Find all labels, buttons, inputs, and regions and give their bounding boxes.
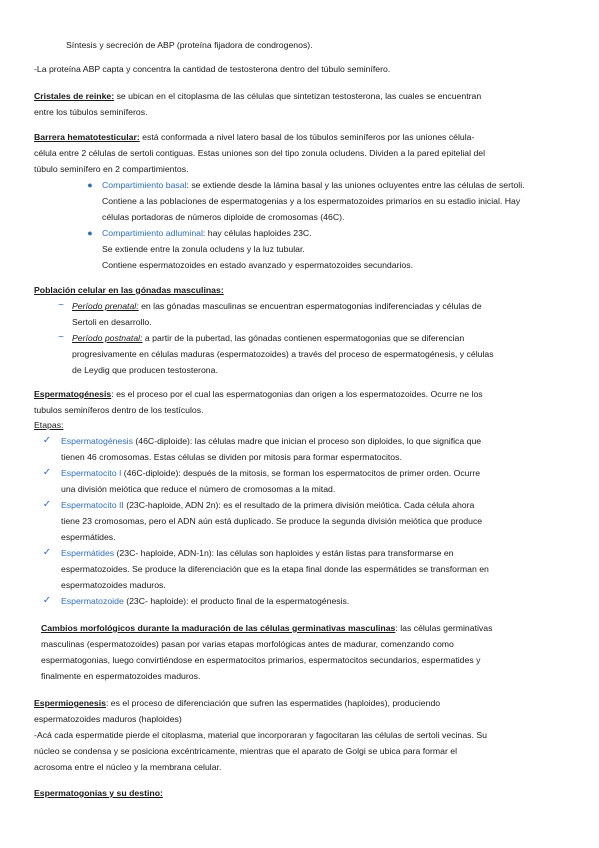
basal-term: Compartimiento basal xyxy=(102,180,187,190)
etapa-line: tiene 23 cromosomas, pero el ADN aún está duplicado. Se produce la segunda división meiótica que produce xyxy=(61,516,483,526)
postnatal-item: Período postnatal: a partir de la pubertad, las gónadas contienen espermatogonias que se diferencian xyxy=(72,333,465,343)
bullet-dot-icon: ● xyxy=(87,228,93,238)
checkmark-icon: ✓ xyxy=(42,467,52,478)
etapa-term: Espermatogénesis xyxy=(61,436,133,446)
prenatal-term: Período prenatal: xyxy=(72,301,139,311)
barrera-line-2: célula entre 2 células de sertoli contiguas. Estas uniones son del tipo zonula ocludens. Dividen a la pared epitelial del xyxy=(34,148,486,158)
cambios-term: Cambios morfológicos durante la maduración de las células germinativas masculinas xyxy=(41,623,396,633)
cristales-line-2: entre los túbulos seminíferos. xyxy=(34,107,148,117)
etapa-line: tienen 46 cromosomas. Estas células se dividen por mitosis para formar espermatocitos. xyxy=(61,452,402,462)
cambios-line-2: masculinas (espermatozoides) pasan por varias etapas morfológicas antes de madurar, comenzando como xyxy=(41,639,454,649)
etapa-term: Espermátides xyxy=(61,548,115,558)
checkmark-icon: ✓ xyxy=(42,547,52,558)
etapa-term: Espermatozoide xyxy=(61,596,124,606)
cambios-line-3: espermatogonias, luego convirtiéndose en espermatocitos primarios, espermatocitos secundarios, espermatides y xyxy=(41,655,481,665)
espermiogenesis-term: Espermiogenesis xyxy=(34,698,106,708)
cambios-line-4: finalmente en espermatozoides maduros. xyxy=(41,671,201,681)
intro-line-1: Síntesis y secreción de ABP (proteína fijadora de condrogenos). xyxy=(66,40,313,50)
espermiogenesis-line-4: núcleo se condensa y se posiciona excéntricamente, mientras que el aparato de Golgi se ubica para formar el xyxy=(34,746,458,756)
checkmark-icon: ✓ xyxy=(42,499,52,510)
tilde-bullet-icon: ~ xyxy=(58,300,64,311)
cristales-term: Cristales de reinke: xyxy=(34,91,115,101)
prenatal-line-2: Sertoli en desarrollo. xyxy=(72,317,152,327)
adluminal-line-2: Se extiende entre la zonula ocludens y la luz tubular. xyxy=(102,244,305,254)
espermiogenesis-line-5: acrosoma entre el núcleo y la membrana celular. xyxy=(34,762,222,772)
barrera-line-3: túbulo seminífero en 2 compartimientos. xyxy=(34,164,189,174)
espermatogenesis-term: Espermatogénesis xyxy=(34,389,112,399)
basal-line-3: células portadoras de números diploide de cromosomas (46C). xyxy=(102,212,345,222)
etapa-line: espermatozoides maduros. xyxy=(61,580,166,590)
etapa-item: Espermátides (23C- haploide, ADN-1n): las células son haploides y están listas para transformarse en xyxy=(61,548,454,558)
cristales-paragraph: Cristales de reinke: se ubican en el citoplasma de las células que sintetizan testosterona, las cuales se encuentran xyxy=(34,91,482,101)
espermiogenesis-paragraph: Espermiogenesis: es el proceso de diferenciación que sufren las espermatides (haploides), produciendo xyxy=(34,698,441,708)
checkmark-icon: ✓ xyxy=(42,595,52,606)
bullet-dot-icon: ● xyxy=(87,180,93,190)
destino-title: Espermatogonias y su destino: xyxy=(34,788,163,798)
etapa-item: Espermatogénesis (46C-diploide): las células madre que inician el proceso son diploides, lo que significa que xyxy=(61,436,482,446)
postnatal-line-2: progresivamente en células maduras (espermatozoides) a través del proceso de espermatogénesis, y células xyxy=(72,349,494,359)
etapa-line: una división meiótica que reduce el número de cromosomas a la mitad. xyxy=(61,484,336,494)
etapa-line: espermátides. xyxy=(61,532,116,542)
espermiogenesis-line-3: -Acá cada espermatide pierde el citoplasma, material que incorporaran y fagocitaran las células de sertoli vecinas. Su xyxy=(34,730,487,740)
cambios-paragraph: Cambios morfológicos durante la maduración de las células germinativas masculinas: las células germinativas xyxy=(41,623,493,633)
basal-line-2: Contiene a las poblaciones de espermatogenias y a los espermatozoides primarios en su estadio inicial. Hay xyxy=(102,196,521,206)
espermatogenesis-line-2: tubulos seminíferos dentro de los testículos. xyxy=(34,405,204,415)
etapas-label: Etapas: xyxy=(34,420,64,430)
espermiogenesis-line-2: espermatozoides maduros (haploides) xyxy=(34,714,182,724)
tilde-bullet-icon: ~ xyxy=(58,332,64,343)
etapa-item: Espermatozoide (23C- haploide): el producto final de la espermatogénesis. xyxy=(61,596,350,606)
intro-line-2: -La proteína ABP capta y concentra la cantidad de testosterona dentro del túbulo seminífero. xyxy=(34,64,391,74)
basal-item: Compartimiento basal: se extiende desde la lámina basal y las uniones ocluyentes entre las células de sertoli. xyxy=(102,180,525,190)
poblacion-title: Población celular en las gónadas masculinas: xyxy=(34,285,224,295)
adluminal-item: Compartimiento adluminal: hay células haploides 23C. xyxy=(102,228,312,238)
postnatal-term: Período postnatal: xyxy=(72,333,143,343)
barrera-term: Barrera hematotesticular: xyxy=(34,132,140,142)
prenatal-item: Período prenatal: en las gónadas masculinas se encuentran espermatogonias indiferenciadas y células de xyxy=(72,301,482,311)
espermatogenesis-paragraph: Espermatogénesis: es el proceso por el cual las espermatogonias dan origen a los espermatozoides. Ocurre ne los xyxy=(34,389,483,399)
etapa-term: Espermatocito I xyxy=(61,468,122,478)
postnatal-line-3: de Leydig que producen testosterona. xyxy=(72,365,218,375)
barrera-paragraph: Barrera hematotesticular: está conformada a nivel latero basal de los túbulos seminíferos por las uniones célula- xyxy=(34,132,475,142)
adluminal-line-3: Contiene espermatozoides en estado avanzado y espermatozoides secundarios. xyxy=(102,260,414,270)
etapa-line: espermatozoides. Se produce la diferenciación que es la etapa final donde las espermátides se transforman en xyxy=(61,564,489,574)
etapa-item: Espermatocito I (46C-diploide): después de la mitosis, se forman los espermatocitos de primer orden. Ocurre xyxy=(61,468,481,478)
adluminal-term: Compartimiento adluminal xyxy=(102,228,203,238)
etapa-item: Espermatocito II (23C-haploide, ADN 2n): es el resultado de la primera división meiótica. Cada célula ahora xyxy=(61,500,475,510)
checkmark-icon: ✓ xyxy=(42,435,52,446)
etapa-term: Espermatocito II xyxy=(61,500,124,510)
